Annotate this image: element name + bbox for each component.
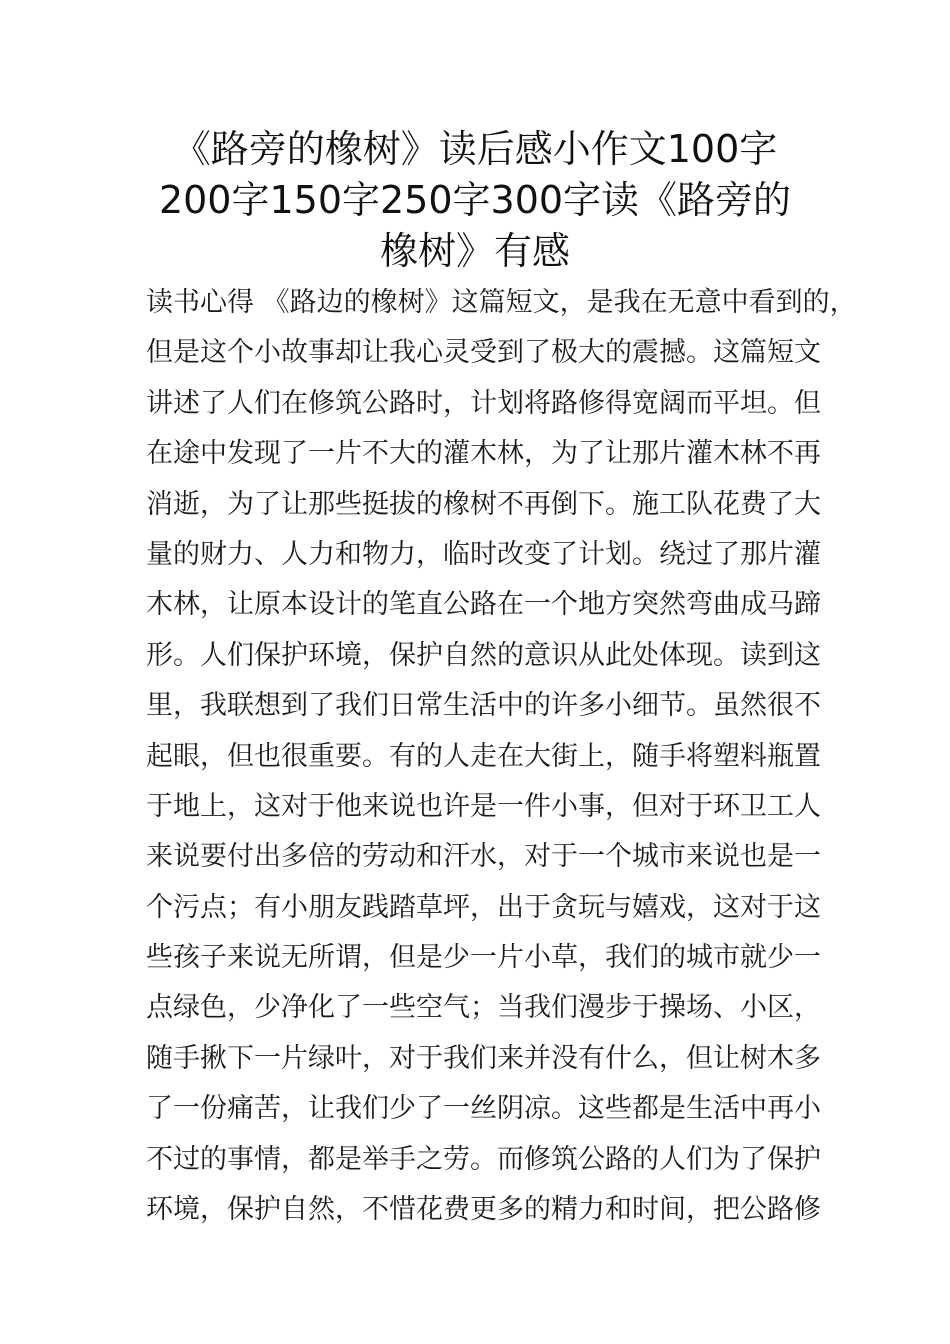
body-line: 里，我联想到了我们日常生活中的许多小细节。虽然很不 bbox=[146, 690, 821, 722]
body-line: 但是这个小故事却让我心灵受到了极大的震撼。这篇短文 bbox=[146, 337, 821, 369]
body-line: 讲述了人们在修筑公路时，计划将路修得宽阔而平坦。但 bbox=[146, 387, 821, 419]
body-line: 个污点；有小朋友践踏草坪，出于贪玩与嬉戏，这对于这 bbox=[146, 891, 821, 923]
body-line: 点绿色，少净化了一些空气；当我们漫步于操场、小区， bbox=[146, 992, 821, 1024]
body-line: 些孩子来说无所谓，但是少一片小草，我们的城市就少一 bbox=[146, 942, 821, 974]
body-line: 形。人们保护环境，保护自然的意识从此处体现。读到这 bbox=[146, 639, 821, 671]
body-line: 消逝，为了让那些挺拔的橡树不再倒下。施工队花费了大 bbox=[146, 488, 821, 520]
body-line: 随手揪下一片绿叶，对于我们来并没有什么，但让树木多 bbox=[146, 1042, 821, 1074]
document-title bbox=[120, 124, 830, 277]
body-line: 来说要付出多倍的劳动和汗水，对于一个城市来说也是一 bbox=[146, 841, 821, 873]
body-line: 不过的事情，都是举手之劳。而修筑公路的人们为了保护 bbox=[146, 1143, 821, 1175]
body-line: 起眼，但也很重要。有的人走在大街上，随手将塑料瓶置 bbox=[146, 740, 821, 772]
body-line: 读书心得 《路边的橡树》这篇短文，是我在无意中看到的， bbox=[146, 287, 857, 318]
document-body bbox=[146, 278, 857, 1235]
body-line: 环境，保护自然，不惜花费更多的精力和时间，把公路修 bbox=[146, 1194, 821, 1226]
title-line: 200字150字250字300字读《路旁的 bbox=[158, 178, 792, 222]
body-line: 在途中发现了一片不大的灌木林，为了让那片灌木林不再 bbox=[146, 438, 821, 470]
body-line: 量的财力、人力和物力，临时改变了计划。绕过了那片灌 bbox=[146, 538, 821, 570]
title-line: 橡树》有感 bbox=[379, 229, 570, 273]
body-line: 于地上，这对于他来说也许是一件小事，但对于环卫工人 bbox=[146, 790, 821, 822]
body-line: 了一份痛苦，让我们少了一丝阴凉。这些都是生活中再小 bbox=[146, 1093, 821, 1125]
body-line: 木林，让原本设计的笔直公路在一个地方突然弯曲成马蹄 bbox=[146, 589, 821, 621]
title-line: 《路旁的橡树》读后感小作文100字 bbox=[172, 127, 778, 171]
